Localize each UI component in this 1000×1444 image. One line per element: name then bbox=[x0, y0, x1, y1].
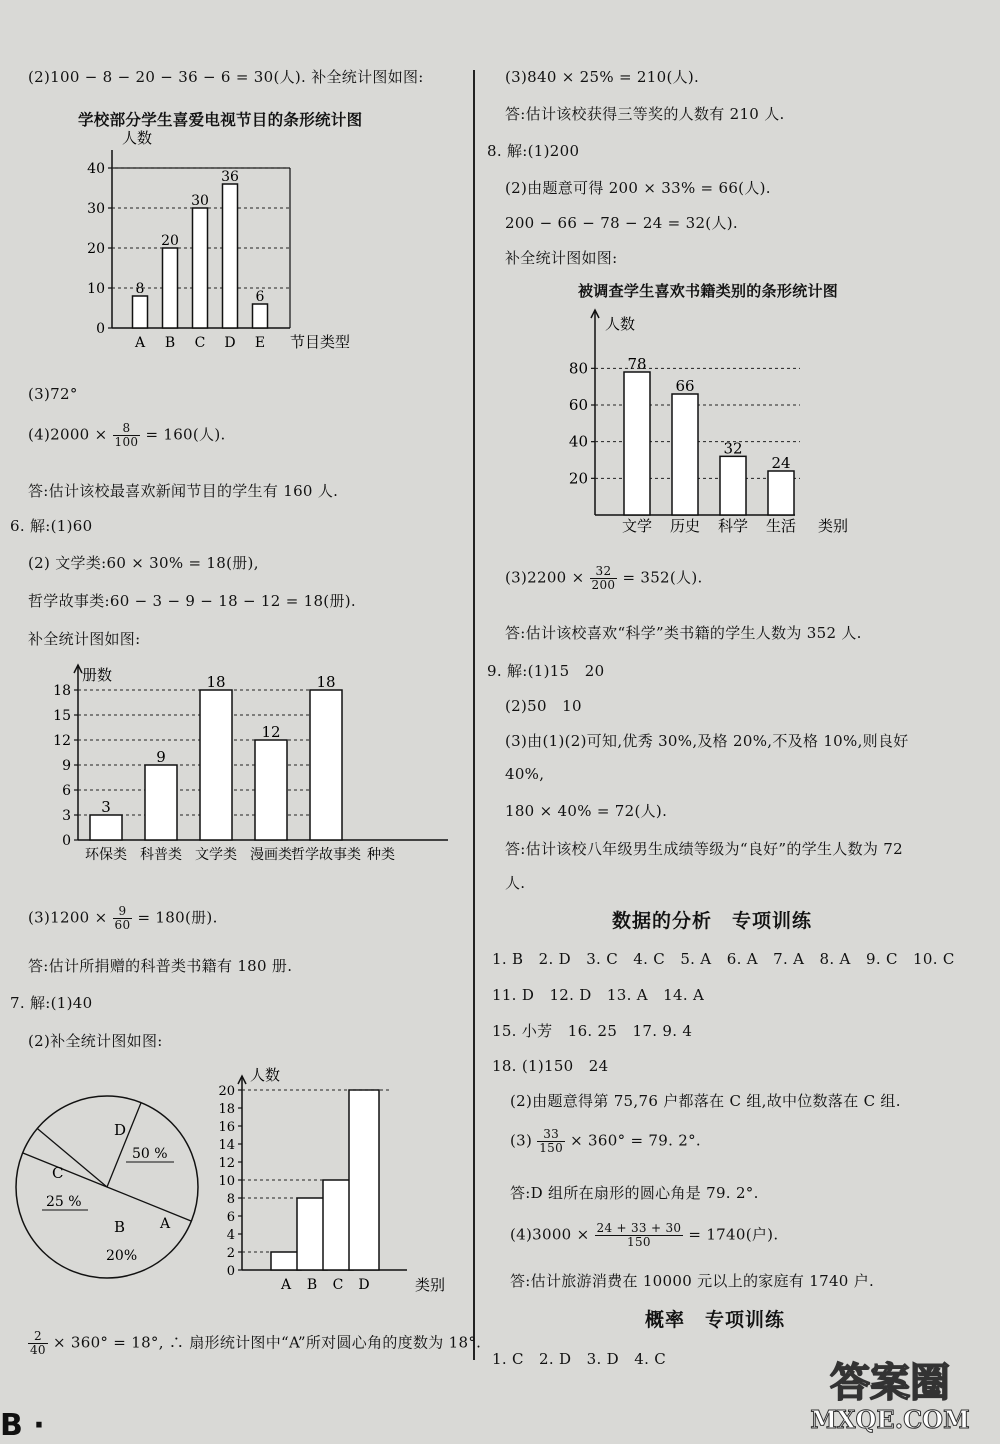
x-tick-label: 文学类 bbox=[195, 847, 237, 863]
y-tick-label: 20 bbox=[568, 469, 588, 488]
r21-num: 33 bbox=[537, 1128, 565, 1142]
y-tick-label: 40 bbox=[568, 432, 588, 451]
y-tick-label: 20 bbox=[87, 241, 105, 257]
y-tick-label: 16 bbox=[218, 1120, 235, 1135]
y-tick-label: 0 bbox=[96, 321, 105, 337]
x-tick-label: D bbox=[358, 1277, 370, 1293]
bar-value-label: 36 bbox=[221, 169, 239, 185]
y-axis-title: 人数 bbox=[605, 315, 636, 333]
r21-suffix: × 360° = 79. 2°. bbox=[570, 1131, 701, 1150]
y-tick-label: 6 bbox=[62, 783, 71, 799]
right-line-5: 200 − 66 − 78 − 24 = 32(人). bbox=[505, 214, 738, 232]
left-line-13: (2)补全统计图如图: bbox=[28, 1032, 163, 1050]
x-axis-title: 类别 bbox=[415, 1276, 446, 1294]
bar bbox=[253, 304, 268, 328]
left-line-8: 哲学故事类:60 − 3 − 9 − 18 − 12 = 18(册). bbox=[28, 592, 356, 610]
y-tick-label: 12 bbox=[53, 733, 71, 749]
y-tick-label: 12 bbox=[218, 1156, 235, 1171]
right-line-8: 答:估计该校喜欢“科学”类书籍的学生人数为 352 人. bbox=[505, 624, 862, 642]
bar-value-label: 8 bbox=[135, 281, 145, 297]
y-axis-title: 人数 bbox=[250, 1066, 281, 1084]
left-line-7: (2) 文学类:60 × 30% = 18(册), bbox=[28, 554, 259, 572]
pie-slice-edge bbox=[23, 1153, 107, 1187]
y-tick-label: 8 bbox=[226, 1192, 235, 1207]
l14-fraction bbox=[28, 1330, 48, 1357]
right-line-18: 15. 小芳 16. 25 17. 9. 4 bbox=[492, 1022, 693, 1040]
right-line-24: 答:估计旅游消费在 10000 元以上的家庭有 1740 户. bbox=[510, 1272, 875, 1290]
bar bbox=[768, 471, 794, 515]
chart1-tv-programs bbox=[80, 125, 390, 355]
chart3-categories bbox=[210, 1062, 460, 1302]
bar-value-label: 9 bbox=[156, 748, 166, 766]
watermark-text-en: MXQE.COM bbox=[810, 1405, 970, 1434]
x-tick-label: A bbox=[280, 1277, 292, 1293]
bar bbox=[223, 184, 238, 328]
pie-pct-d: 50 % bbox=[132, 1146, 168, 1162]
x-axis-title: 类别 bbox=[818, 517, 849, 535]
x-tick-label: 漫画类 bbox=[250, 847, 292, 863]
bar-value-label: 32 bbox=[723, 439, 743, 458]
right-line-2: 答:估计该校获得三等奖的人数有 210 人. bbox=[505, 105, 785, 123]
l4-fraction bbox=[113, 422, 141, 449]
right-line-4: (2)由题意可得 200 × 33% = 66(人). bbox=[505, 179, 771, 197]
pie-label-c: C bbox=[52, 1164, 64, 1182]
pie-chart bbox=[14, 1080, 214, 1290]
bar-value-label: 66 bbox=[675, 377, 695, 395]
bar bbox=[163, 248, 178, 328]
bar-value-label: 18 bbox=[316, 673, 336, 691]
bar-value-label: 12 bbox=[261, 723, 281, 741]
y-tick-label: 6 bbox=[226, 1210, 235, 1225]
r23-suffix: = 1740(户). bbox=[688, 1225, 779, 1244]
r7-den: 200 bbox=[591, 578, 616, 592]
section-title-data-analysis: 数据的分析 专项训练 bbox=[612, 910, 813, 932]
bar bbox=[90, 815, 122, 840]
right-line-23 bbox=[510, 1222, 778, 1249]
l4-prefix: (4)2000 × bbox=[28, 425, 108, 444]
right-line-9: 9. 解:(1)15 20 bbox=[487, 662, 605, 680]
l14-den: 40 bbox=[30, 1343, 46, 1357]
right-line-20: (2)由题意得第 75,76 户都落在 C 组,故中位数落在 C 组. bbox=[510, 1092, 901, 1110]
left-line-1: (2)100 − 8 − 20 − 36 − 6 = 30(人). 补全统计图如图: bbox=[28, 68, 424, 86]
bar-value-label: 6 bbox=[255, 289, 265, 305]
pie-pct-b: 20% bbox=[106, 1248, 138, 1264]
right-line-19: 18. (1)150 24 bbox=[492, 1057, 609, 1075]
right-line-15: 人. bbox=[505, 874, 526, 892]
bar bbox=[672, 394, 698, 515]
left-line-14 bbox=[28, 1330, 481, 1357]
pie-pct-c: 25 % bbox=[46, 1194, 82, 1210]
r23-den: 150 bbox=[627, 1235, 651, 1249]
x-tick-label: E bbox=[254, 335, 266, 351]
bar-value-label: 30 bbox=[191, 193, 209, 209]
chart2-books bbox=[28, 660, 448, 870]
right-line-25: 1. C 2. D 3. D 4. C bbox=[492, 1350, 667, 1368]
pie-label-b: B bbox=[114, 1218, 126, 1236]
y-axis-title: 人数 bbox=[122, 129, 153, 147]
column-divider bbox=[473, 70, 475, 1360]
right-line-10: (2)50 10 bbox=[505, 697, 582, 715]
right-line-13: 180 × 40% = 72(人). bbox=[505, 802, 668, 820]
r7-suffix: = 352(人). bbox=[622, 568, 703, 587]
y-tick-label: 10 bbox=[218, 1174, 235, 1189]
l4-suffix: = 160(人). bbox=[145, 425, 226, 444]
y-tick-label: 40 bbox=[87, 161, 105, 177]
left-line-9: 补全统计图如图: bbox=[28, 630, 141, 648]
pie-slice-edge bbox=[107, 1103, 141, 1187]
x-tick-label: 文学 bbox=[621, 517, 653, 535]
x-axis-title: 节目类型 bbox=[290, 333, 351, 351]
x-tick-label: B bbox=[164, 335, 176, 351]
r7-fraction bbox=[590, 565, 618, 592]
watermark-text-cn: 答案圈 bbox=[830, 1359, 950, 1406]
right-line-1: (3)840 × 25% = 210(人). bbox=[505, 68, 700, 86]
right-line-7 bbox=[505, 565, 703, 592]
x-tick-label: 科学 bbox=[717, 517, 749, 535]
l10-den: 60 bbox=[114, 918, 131, 932]
right-line-14: 答:估计该校八年级男生成绩等级为“良好”的学生人数为 72 bbox=[505, 840, 903, 858]
chart4-title: 被调查学生喜欢书籍类别的条形统计图 bbox=[578, 282, 839, 300]
r21-fraction bbox=[537, 1128, 565, 1155]
x-tick-label: 生活 bbox=[765, 517, 797, 535]
bar bbox=[145, 765, 177, 840]
x-tick-label: D bbox=[224, 335, 236, 351]
left-line-5: 答:估计该校最喜欢新闻节目的学生有 160 人. bbox=[28, 482, 339, 500]
left-line-6: 6. 解:(1)60 bbox=[10, 517, 93, 535]
watermark-logo bbox=[790, 1346, 990, 1436]
y-tick-label: 0 bbox=[62, 833, 71, 849]
l4-num: 8 bbox=[113, 422, 141, 436]
right-line-21: (3) $\frac{33}{150}$ × 360° = 79. 2°. bbox=[510, 1127, 701, 1155]
y-tick-label: 18 bbox=[218, 1102, 235, 1117]
right-line-17: 11. D 12. D 13. A 14. A bbox=[492, 986, 705, 1004]
bar bbox=[310, 690, 342, 840]
bar bbox=[193, 208, 208, 328]
bar bbox=[720, 456, 746, 515]
left-line-10 bbox=[28, 905, 218, 932]
pie-label-a: A bbox=[160, 1216, 171, 1232]
x-tick-label: C bbox=[332, 1277, 344, 1293]
x-tick-label: 哲学故事类 bbox=[291, 847, 361, 863]
r23-prefix: (4)3000 × bbox=[510, 1225, 590, 1244]
y-tick-label: 18 bbox=[53, 683, 71, 699]
l14-num: 2 bbox=[28, 1330, 48, 1344]
y-tick-label: 10 bbox=[87, 281, 105, 297]
y-tick-label: 3 bbox=[62, 808, 71, 824]
y-tick-label: 30 bbox=[87, 201, 105, 217]
r7-num: 32 bbox=[590, 565, 618, 579]
x-tick-label: 种类 bbox=[367, 847, 395, 863]
right-line-3: 8. 解:(1)200 bbox=[487, 142, 580, 160]
chart1-title: 学校部分学生喜爱电视节目的条形统计图 bbox=[78, 110, 363, 129]
y-tick-label: 4 bbox=[226, 1228, 235, 1243]
r23-fraction bbox=[595, 1222, 684, 1249]
l10-fraction bbox=[113, 905, 133, 932]
x-tick-label: B bbox=[306, 1277, 318, 1293]
section-title-probability: 概率 专项训练 bbox=[645, 1309, 786, 1331]
bar bbox=[624, 372, 650, 515]
r21-den: 150 bbox=[539, 1141, 564, 1155]
bar-value-label: 20 bbox=[161, 233, 179, 249]
y-tick-label: 2 bbox=[226, 1246, 235, 1261]
left-line-3: (3)72° bbox=[28, 385, 78, 403]
x-tick-label: C bbox=[194, 335, 206, 351]
bar bbox=[349, 1090, 379, 1270]
bar-value-label: 3 bbox=[101, 798, 111, 816]
l10-suffix: = 180(册). bbox=[137, 908, 218, 927]
r23-num: 24 + 33 + 30 bbox=[596, 1221, 682, 1235]
right-line-12: 40%, bbox=[505, 765, 545, 783]
left-line-4 bbox=[28, 422, 226, 449]
chart4-book-genres bbox=[560, 305, 870, 545]
y-tick-label: 15 bbox=[53, 708, 71, 724]
pie-slice-edge bbox=[37, 1129, 107, 1187]
y-tick-label: 20 bbox=[218, 1084, 235, 1099]
right-line-11: (3)由(1)(2)可知,优秀 30%,及格 20%,不及格 10%,则良好 bbox=[505, 732, 909, 750]
l10-prefix: (3)1200 × bbox=[28, 908, 108, 927]
y-tick-label: 60 bbox=[568, 396, 588, 414]
bar-value-label: 18 bbox=[206, 673, 226, 691]
left-line-12: 7. 解:(1)40 bbox=[10, 994, 93, 1012]
pie-label-d: D bbox=[114, 1121, 127, 1139]
x-tick-label: 历史 bbox=[669, 517, 701, 535]
y-tick-label: 9 bbox=[62, 758, 71, 774]
x-tick-label: 环保类 bbox=[85, 847, 127, 863]
page-footer-mark: B · bbox=[0, 1408, 45, 1443]
r7-prefix: (3)2200 × bbox=[505, 568, 585, 587]
l10-num: 9 bbox=[113, 905, 133, 919]
x-tick-label: 科普类 bbox=[140, 847, 182, 863]
bar-value-label: 78 bbox=[627, 355, 647, 373]
y-tick-label: 80 bbox=[568, 359, 588, 378]
bar bbox=[133, 296, 148, 328]
l4-den: 100 bbox=[114, 435, 139, 449]
y-tick-label: 0 bbox=[226, 1264, 235, 1279]
right-line-22: 答:D 组所在扇形的圆心角是 79. 2°. bbox=[510, 1184, 759, 1202]
right-line-6: 补全统计图如图: bbox=[505, 249, 618, 267]
y-axis-title: 册数 bbox=[82, 666, 113, 684]
l14-suffix: × 360° = 18°, ∴ 扇形统计图中“A”所对圆心角的度数为 18°. bbox=[52, 1333, 482, 1352]
right-line-16: 1. B 2. D 3. C 4. C 5. A 6. A 7. A 8. A 9. C 10. C bbox=[492, 950, 955, 968]
x-tick-label: A bbox=[134, 335, 146, 351]
left-line-11: 答:估计所捐赠的科普类书籍有 180 册. bbox=[28, 957, 293, 975]
bar bbox=[255, 740, 287, 840]
bar bbox=[200, 690, 232, 840]
pie-slice-edge bbox=[107, 1187, 191, 1221]
y-tick-label: 14 bbox=[218, 1138, 235, 1153]
bar-value-label: 24 bbox=[771, 454, 791, 472]
